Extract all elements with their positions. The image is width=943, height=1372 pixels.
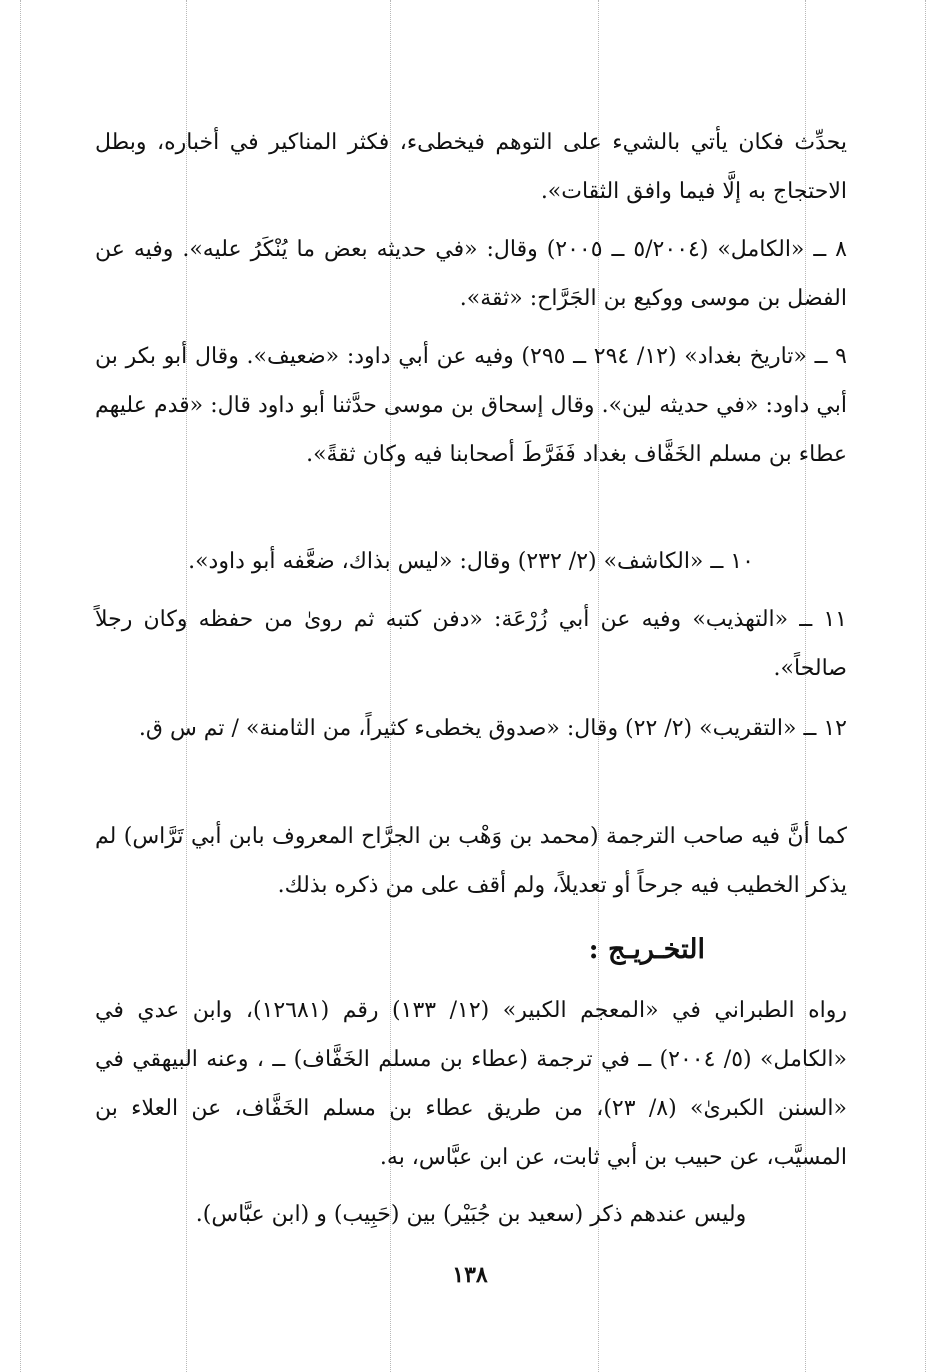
body-text — [95, 812, 847, 910]
body-text — [95, 986, 847, 1182]
paragraph-note: كما أنَّ فيه صاحب الترجمة (محمد بن وَهْب بن الجرَّاح المعروف بابن أبي تَرَّاس) لم يذكر الخطيب فيه جرحاً أو تعديلاً، ولم أقف على من ذكره بذلك. — [95, 824, 847, 898]
paragraph-intro: يحدِّث فكان يأتي بالشيء على التوهم فيخطىء، فكثر المناكير في أخباره، وبطل الاحتجاج به إلَّا فيما وافق الثقات». — [95, 130, 847, 204]
paragraph-item-12: ١٢ ــ «التقريب» (٢/ ٢٢) وقال: «صدوق يخطىء كثيراً، من الثامنة» / تم س ق. — [138, 716, 847, 741]
section-heading: التخـريـج : — [588, 934, 705, 965]
paragraph-takhrij: رواه الطبراني في «المعجم الكبير» (١٢/ ١٣٣) رقم (١٢٦٨١)، وابن عدي في «الكامل» (٥/ ٢٠٠٤) ــ في ترجمة (عطاء بن مسلم الخَفَّاف) ــ ، وعنه البيهقي في «السنن الكبرىٰ» (٨/ ٢٣)، من طريق عطاء بن مسلم الخَفَّاف، عن العلاء بن المسيَّب، عن حبيب بن أبي ثابت، عن ابن عبَّاس، به. — [95, 998, 848, 1170]
paragraph-closing: وليس عندهم ذكر (سعيد بن جُبَيْر) بين (حَبِيب) و (ابن عبَّاس). — [195, 1202, 747, 1227]
paragraph-item-11: ١١ ــ «التهذيب» وفيه عن أبي زُرْعَة: «دفن كتبه ثم روىٰ من حفظه وكان رجلاً صالحاً». — [95, 607, 847, 681]
paragraph-item-8: ٨ ــ «الكامل» (٥/٢٠٠٤ ــ ٢٠٠٥) وقال: «في حديثه بعض ما يُنْكَرُ عليه». وفيه عن الفضل بن موسى ووكيع بن الجَرَّاح: «ثقة». — [95, 237, 847, 311]
body-text — [95, 332, 847, 479]
page-number: ١٣٨ — [452, 1262, 488, 1288]
body-text — [95, 595, 847, 693]
body-text — [95, 704, 847, 753]
body-text — [95, 118, 847, 216]
dotted-guide-line — [925, 0, 926, 1372]
paragraph-item-9: ٩ ــ «تاريخ بغداد» (١٢/ ٢٩٤ ــ ٢٩٥) وفيه عن أبي داود: «ضعيف». وقال أبو بكر بن أبي داود: «في حديثه لين». وقال إسحاق بن موسى حدَّثنا أبو داود قال: «قدم عليهم عطاء بن مسلم الخَفَّاف بغداد فَفَرَّطَ أصحابنا فيه وكان ثقةً». — [95, 344, 847, 467]
paragraph-item-10: ١٠ ــ «الكاشف» (٢/ ٢٣٢) وقال: «ليس بذاك، ضعَّفه أبو داود». — [188, 549, 754, 574]
body-text — [95, 225, 847, 323]
body-text — [95, 537, 847, 586]
dotted-guide-line — [20, 0, 21, 1372]
body-text — [95, 1190, 847, 1239]
